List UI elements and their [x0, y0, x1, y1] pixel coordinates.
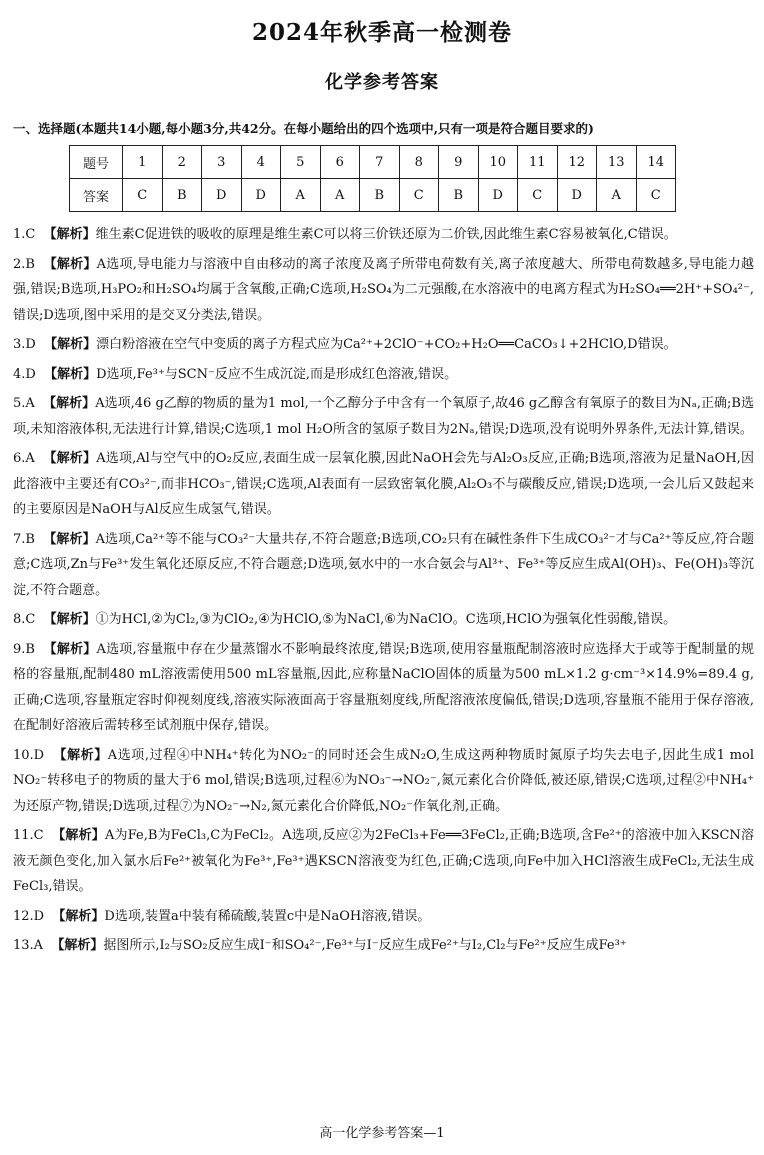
explanation-item — [13, 904, 754, 930]
item-number: 4.D — [13, 366, 36, 382]
analysis-text: 漂白粉溶液在空气中变质的离子方程式应为Ca²⁺+2ClO⁻+CO₂+H₂O══CaCO₃↓+2HClO,D错误。 — [96, 337, 677, 352]
analysis-text: A选项,过程④中NH₄⁺转化为NO₂⁻的同时还会生成N₂O,生成这两种物质时氮原子均失去电子,因此生成1 mol NO₂⁻转移电子的物质的量大于6 mol,错误;B选项,过程⑥为NO₃⁻→NO₂⁻,氮元素化合价降低,被还原,错误;C选项,过程②中NH₄⁺为还原产物,错误;D选项,过程⑦为NO₂⁻→N₂,氮元素化合价降低,NO₂⁻作氧化剂,正确。 — [13, 747, 754, 814]
page-title: 2024年秋季高一检测卷 — [251, 19, 512, 46]
analysis-text: 维生素C促进铁的吸收的原理是维生素C可以将三价铁还原为二价铁,因此维生素C容易被氧化,C错误。 — [95, 227, 677, 242]
answer-cell: D — [557, 179, 597, 212]
explanation-item — [13, 222, 754, 248]
answer-cell: B — [162, 179, 202, 212]
item-number: 9.B — [13, 641, 35, 657]
answer-cell: D — [241, 179, 281, 212]
answer-table — [69, 145, 676, 212]
explanation-list — [13, 222, 754, 963]
question-number-cell: 2 — [162, 146, 202, 179]
explanation-item — [13, 332, 754, 358]
analysis-tag: 【解析】 — [43, 451, 97, 466]
question-number-cell: 13 — [597, 146, 637, 179]
explanation-item — [13, 607, 754, 633]
section-heading: 一、选择题(本题共14小题,每小题3分,共42分。在每小题给出的四个选项中,只有一项是符合题目要求的) — [13, 121, 594, 136]
question-number-cell: 6 — [320, 146, 360, 179]
analysis-tag: 【解析】 — [43, 531, 96, 547]
item-number: 5.A — [13, 396, 35, 411]
item-number: 8.C — [13, 612, 36, 627]
answer-cell: B — [439, 179, 479, 212]
answer-cell: C — [123, 179, 163, 212]
question-number-cell: 11 — [518, 146, 558, 179]
answer-cell: B — [360, 179, 400, 212]
analysis-text: D选项,Fe³⁺与SCN⁻反应不生成沉淀,而是形成红色溶液,错误。 — [96, 366, 458, 382]
answer-cell: C — [636, 179, 676, 212]
item-number: 3.D — [13, 337, 36, 352]
analysis-tag: 【解析】 — [43, 612, 96, 627]
item-number: 13.A — [13, 938, 44, 953]
question-number-cell: 3 — [202, 146, 242, 179]
explanation-item — [13, 362, 754, 388]
explanation-item — [13, 391, 754, 442]
answer-row — [70, 179, 676, 212]
analysis-text: A选项,46 g乙醇的物质的量为1 mol,一个乙醇分子中含有一个氧原子,故46 g乙醇含有氧原子的数目为Nₐ,正确;B选项,未知溶液体积,无法进行计算,错误;C选项,1 mol H₂O所含的氢原子数目为2Nₐ,错误;D选项,没有说明外界条件,无法计算,错误。 — [13, 396, 754, 437]
analysis-tag: 【解析】 — [52, 908, 105, 924]
question-number-row — [70, 146, 676, 179]
analysis-tag: 【解析】 — [43, 641, 97, 657]
analysis-text: A选项,导电能力与溶液中自由移动的离子浓度及离子所带电荷数有关,离子浓度越大、所带电荷数越多,导电能力越强,错误;B选项,H₃PO₂和H₂SO₄均属于含氧酸,正确;C选项,H₂SO₄为二元强酸,在水溶液中的电离方程式为H₂SO₄══2H⁺+SO₄²⁻,错误;D选项,图中采用的是交叉分类法,错误。 — [13, 256, 755, 323]
analysis-tag: 【解析】 — [51, 938, 104, 953]
explanation-item — [13, 823, 754, 900]
question-number-cell: 10 — [478, 146, 518, 179]
explanation-item — [13, 446, 754, 523]
answer-cell: A — [597, 179, 637, 212]
question-number-cell: 5 — [281, 146, 321, 179]
question-number-cell: 4 — [241, 146, 281, 179]
analysis-text: ①为HCl,②为Cl₂,③为ClO₂,④为HClO,⑤为NaCl,⑥为NaClO。C选项,HClO为强氧化性弱酸,错误。 — [95, 612, 677, 627]
analysis-text: A选项,Ca²⁺等不能与CO₃²⁻大量共存,不符合题意;B选项,CO₂只有在碱性条件下生成CO₃²⁻才与Ca²⁺等反应,符合题意;C选项,Zn与Fe³⁺发生氧化还原反应,不符合题意;D选项,氨水中的一水合氨会与Al³⁺、Fe³⁺等反应生成Al(OH)₃、Fe(OH)₃等沉淀,不符合题意。 — [13, 531, 754, 598]
row-label-answer: 答案 — [70, 179, 123, 212]
analysis-text: D选项,装置a中装有稀硫酸,装置c中是NaOH溶液,错误。 — [104, 908, 431, 924]
question-number-cell: 7 — [360, 146, 400, 179]
question-number-cell: 12 — [557, 146, 597, 179]
analysis-tag: 【解析】 — [43, 227, 96, 242]
question-number-cell: 1 — [123, 146, 163, 179]
analysis-tag: 【解析】 — [43, 256, 97, 272]
analysis-text: A为Fe,B为FeCl₃,C为FeCl₂。A选项,反应②为2FeCl₃+Fe══3FeCl₂,正确;B选项,含Fe²⁺的溶液中加入KSCN溶液无颜色变化,加入氯水后Fe²⁺被氧化为Fe³⁺,Fe³⁺遇KSCN溶液变为红色,正确;C选项,向Fe中加入HCl溶液生成FeCl₂,无法生成FeCl₃,错误。 — [13, 828, 754, 894]
page-footer: 高一化学参考答案—1 — [319, 1126, 445, 1141]
analysis-text: A选项,Al与空气中的O₂反应,表面生成一层氧化膜,因此NaOH会先与Al₂O₃反应,正确;B选项,溶液为足量NaOH,因此溶液中主要还有CO₃²⁻,而非HCO₃⁻,错误;C选项,Al表面有一层致密氧化膜,Al₂O₃不与碳酸反应,错误;D选项,一会儿后又鼓起来的主要原因是NaOH与Al反应生成氢气,错误。 — [13, 451, 754, 517]
item-number: 12.D — [13, 908, 45, 924]
question-number-cell: 9 — [439, 146, 479, 179]
question-number-cell: 8 — [399, 146, 439, 179]
explanation-item — [13, 637, 754, 739]
analysis-text: 据图所示,I₂与SO₂反应生成I⁻和SO₄²⁻,Fe³⁺与I⁻反应生成Fe²⁺与I₂,Cl₂与Fe²⁺反应生成Fe³⁺ — [103, 938, 627, 953]
analysis-text: A选项,容量瓶中存在少量蒸馏水不影响最终浓度,错误;B选项,使用容量瓶配制溶液时应选择大于或等于配制量的规格的容量瓶,配制480 mL溶液需使用500 mL容量瓶,因此,应称量NaClO固体的质量为500 mL×1.2 g·cm⁻³×14.9%=89.4 g,正确;C选项,容量瓶定容时仰视刻度线,溶液实际液面高于容量瓶刻度线,所配溶液浓度偏低,错误;D选项,容量瓶不能用于保存溶液,在配制好溶液后需转移至试剂瓶中保存,错误。 — [13, 641, 754, 733]
row-label-question-number: 题号 — [70, 146, 123, 179]
item-number: 1.C — [13, 227, 36, 242]
answer-cell: D — [202, 179, 242, 212]
analysis-tag: 【解析】 — [44, 337, 97, 352]
explanation-item — [13, 252, 754, 329]
answer-cell: C — [399, 179, 439, 212]
item-number: 6.A — [13, 451, 35, 466]
answer-cell: A — [281, 179, 321, 212]
explanation-item — [13, 743, 754, 820]
analysis-tag: 【解析】 — [53, 747, 108, 763]
explanation-item — [13, 933, 754, 959]
answer-cell: D — [478, 179, 518, 212]
analysis-tag: 【解析】 — [43, 396, 96, 411]
item-number: 11.C — [13, 828, 44, 843]
item-number: 10.D — [13, 747, 45, 763]
page-subtitle: 化学参考答案 — [325, 72, 439, 93]
analysis-tag: 【解析】 — [52, 828, 105, 843]
answer-cell: A — [320, 179, 360, 212]
question-number-cell: 14 — [636, 146, 676, 179]
item-number: 2.B — [13, 256, 35, 272]
answer-cell: C — [518, 179, 558, 212]
item-number: 7.B — [13, 531, 35, 547]
analysis-tag: 【解析】 — [44, 366, 97, 382]
explanation-item — [13, 527, 754, 604]
